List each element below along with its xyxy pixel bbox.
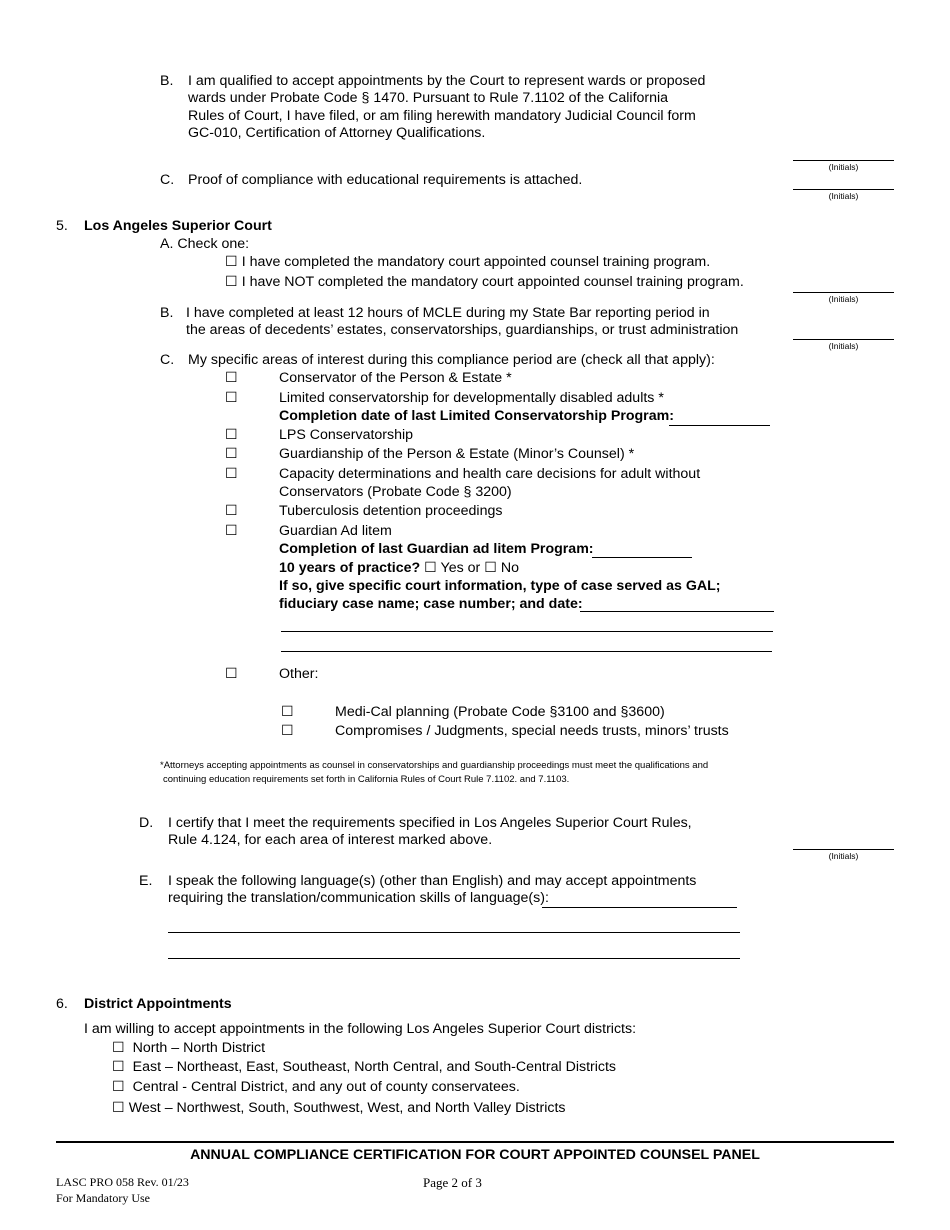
other-medi-cal-checkbox[interactable]: ☐ [281,704,294,720]
item-4b-text-line2: wards under Probate Code § 1470. Pursuant to Rule 7.1102 of the California [188,90,669,106]
item-4b-text-line4: GC-010, Certification of Attorney Qualifications. [188,125,486,141]
training-not-completed-option[interactable] [225,274,744,291]
district-central-label: Central - Central District, and any out of county conservatees. [132,1079,520,1095]
section-6-intro: I am willing to accept appointments in the following Los Angeles Superior Court districts: [84,1021,637,1037]
district-north-label: North – North District [132,1040,266,1056]
gal-practice-yes-checkbox[interactable]: ☐ [424,560,437,576]
other-medi-cal-label: Medi-Cal planning (Probate Code §3100 and §3600) [335,704,665,720]
footnote-line2: continuing education requirements set forth in California Rules of Court Rule 7.1102. and 7.1103. [163,774,570,785]
area-limited-conservatorship-label: Limited conservatorship for developmentally disabled adults * [279,390,664,406]
area-other-label: Other: [279,666,319,682]
district-east-checkbox[interactable]: ☐ [112,1059,125,1075]
area-gal-label: Guardian Ad litem [279,523,392,539]
gal-info-field-line3[interactable] [281,651,772,652]
district-central-checkbox[interactable]: ☐ [112,1079,125,1095]
gal-info-field-line2[interactable] [281,631,773,632]
footer-rule [56,1141,894,1143]
district-north-option[interactable] [112,1040,265,1057]
initials-field-5d[interactable] [793,849,894,862]
area-conservator-checkbox[interactable]: ☐ [225,370,238,386]
item-4c-letter: C. [160,172,175,188]
district-west-label: West – Northwest, South, Southwest, West, and North Valley Districts [128,1100,566,1116]
gal-completion-date-field[interactable] [592,557,692,558]
item-5b-text-line2: the areas of decedents’ estates, conservatorships, guardianships, or trust administration [186,322,739,338]
initials-label: (Initials) [828,191,859,201]
item-5d-text-line2: Rule 4.124, for each area of interest marked above. [168,832,493,848]
gal-completion-label: Completion of last Guardian ad litem Program: [279,541,594,557]
district-north-checkbox[interactable]: ☐ [112,1040,125,1056]
footer-form-id: LASC PRO 058 Rev. 01/23 [56,1175,189,1189]
gal-practice-row [279,560,519,577]
item-5c-letter: C. [160,352,175,368]
item-4b-letter: B. [160,73,174,89]
section-6-title: District Appointments [84,996,232,1012]
district-central-option[interactable] [112,1079,520,1096]
training-completed-option[interactable] [225,254,710,271]
initials-label: (Initials) [828,341,859,351]
item-5d-letter: D. [139,815,154,831]
item-5a-label: A. Check one: [160,236,250,252]
training-completed-label: I have completed the mandatory court appointed counsel training program. [241,254,711,270]
limited-completion-date-field[interactable] [669,425,770,426]
language-field-line3[interactable] [168,958,740,959]
initials-field-4b[interactable] [793,160,894,173]
language-field-line2[interactable] [168,932,740,933]
district-west-option[interactable] [112,1100,566,1117]
initials-label: (Initials) [828,294,859,304]
district-east-label: East – Northeast, East, Southeast, North Central, and South-Central Districts [132,1059,617,1075]
gal-info-line1: If so, give specific court information, type of case served as GAL; [279,578,721,594]
district-east-option[interactable] [112,1059,616,1076]
gal-practice-no-label: No [500,560,520,576]
area-capacity-label-line2: Conservators (Probate Code § 3200) [279,484,512,500]
area-conservator-label: Conservator of the Person & Estate * [279,370,512,386]
item-4b-text-line1: I am qualified to accept appointments by the Court to represent wards or proposed [188,73,706,89]
area-lps-checkbox[interactable]: ☐ [225,427,238,443]
area-tuberculosis-label: Tuberculosis detention proceedings [279,503,503,519]
area-gal-checkbox[interactable]: ☐ [225,523,238,539]
training-not-completed-label: I have NOT completed the mandatory court appointed counsel training program. [241,274,744,290]
item-5e-letter: E. [139,873,153,889]
area-capacity-label: Capacity determinations and health care decisions for adult without [279,466,701,482]
area-capacity-checkbox[interactable]: ☐ [225,466,238,482]
initials-field-5a[interactable] [793,292,894,305]
training-not-completed-checkbox[interactable]: ☐ [225,274,238,290]
limited-completion-label: Completion date of last Limited Conservatorship Program: [279,408,674,424]
area-tuberculosis-checkbox[interactable]: ☐ [225,503,238,519]
footer-page-number: Page 2 of 3 [423,1175,482,1190]
gal-practice-no-checkbox[interactable]: ☐ [484,560,497,576]
section-6-number: 6. [56,996,68,1012]
gal-practice-yes-label: Yes or [440,560,481,576]
footer-title: ANNUAL COMPLIANCE CERTIFICATION FOR COURT APPOINTED COUNSEL PANEL [190,1147,760,1163]
other-compromises-label: Compromises / Judgments, special needs trusts, minors’ trusts [335,723,729,739]
district-west-checkbox[interactable]: ☐ [112,1100,125,1116]
item-5b-text-line1: I have completed at least 12 hours of MCLE during my State Bar reporting period in [186,305,710,321]
footer-use: For Mandatory Use [56,1191,150,1205]
initials-field-5b[interactable] [793,339,894,352]
item-5c-intro: My specific areas of interest during this compliance period are (check all that apply): [188,352,715,368]
area-guardianship-label: Guardianship of the Person & Estate (Minor’s Counsel) * [279,446,635,462]
area-other-checkbox[interactable]: ☐ [225,666,238,682]
language-field-line1[interactable] [542,907,737,908]
gal-info-field-line1[interactable] [580,611,774,612]
area-lps-label: LPS Conservatorship [279,427,414,443]
initials-label: (Initials) [828,162,859,172]
initials-field-4c[interactable] [793,189,894,202]
section-5-title: Los Angeles Superior Court [84,218,272,234]
item-5e-text-line1: I speak the following language(s) (other than English) and may accept appointments [168,873,697,889]
gal-practice-label: 10 years of practice? [279,560,421,576]
area-guardianship-checkbox[interactable]: ☐ [225,446,238,462]
gal-info-line2: fiduciary case name; case number; and date: [279,596,583,612]
footnote-line1: *Attorneys accepting appointments as counsel in conservatorships and guardianship proceedings must meet the qualifications and [160,760,709,771]
section-5-number: 5. [56,218,68,234]
item-5b-letter: B. [160,305,174,321]
area-limited-conservatorship-checkbox[interactable]: ☐ [225,390,238,406]
item-4c-text: Proof of compliance with educational requirements is attached. [188,172,583,188]
item-5d-text-line1: I certify that I meet the requirements specified in Los Angeles Superior Court Rules, [168,815,692,831]
training-completed-checkbox[interactable]: ☐ [225,254,238,270]
item-5e-text-line2: requiring the translation/communication skills of language(s): [168,890,549,906]
other-compromises-checkbox[interactable]: ☐ [281,723,294,739]
initials-label: (Initials) [828,851,859,861]
item-4b-text-line3: Rules of Court, I have filed, or am filing herewith mandatory Judicial Council form [188,108,696,124]
